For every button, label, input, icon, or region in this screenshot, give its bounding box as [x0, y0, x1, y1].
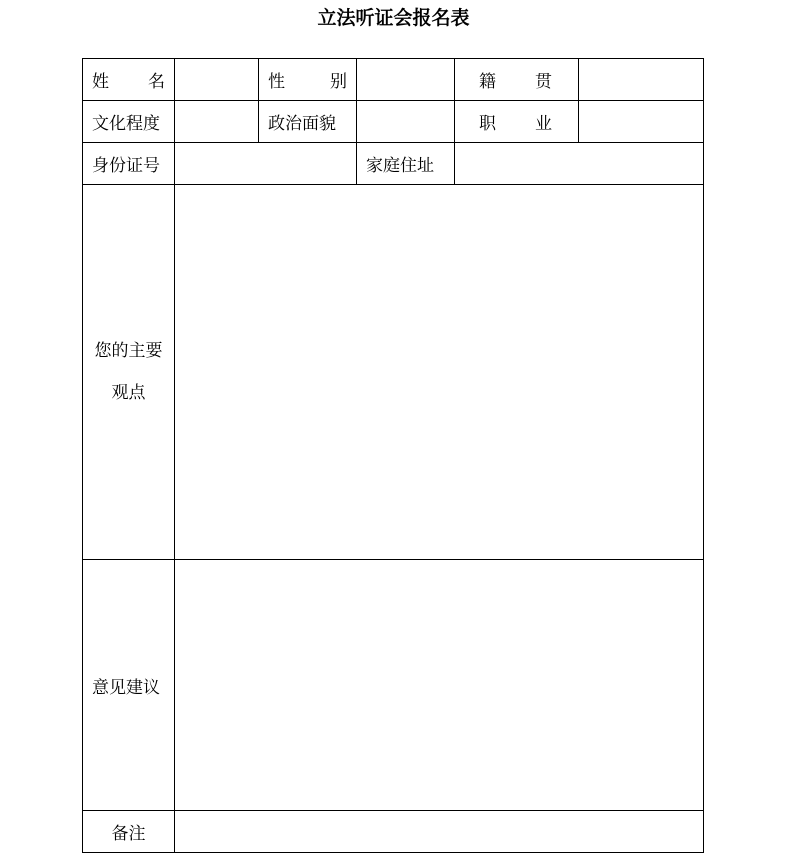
- origin-label: 籍 贯: [455, 59, 579, 101]
- name-label: 姓 名: [83, 59, 175, 101]
- home-address-field[interactable]: [455, 143, 704, 185]
- remarks-field[interactable]: [175, 811, 704, 853]
- remarks-label: 备注: [83, 811, 175, 853]
- table-row-main-opinion: [83, 185, 704, 560]
- occupation-label: 职 业: [455, 101, 579, 143]
- suggestions-field[interactable]: [175, 560, 704, 811]
- name-field[interactable]: [175, 59, 259, 101]
- origin-field[interactable]: [579, 59, 704, 101]
- education-field[interactable]: [175, 101, 259, 143]
- id-number-label: 身份证号: [83, 143, 175, 185]
- registration-form-table: [82, 58, 704, 853]
- form-title: 立法听证会报名表: [317, 7, 470, 29]
- political-status-field[interactable]: [357, 101, 455, 143]
- table-row-basic-1: [83, 59, 704, 101]
- main-opinion-field[interactable]: [175, 185, 704, 560]
- occupation-field[interactable]: [579, 101, 704, 143]
- political-status-label: 政治面貌: [259, 101, 357, 143]
- table-row-remarks: [83, 811, 704, 853]
- id-number-field[interactable]: [175, 143, 357, 185]
- home-address-label: 家庭住址: [357, 143, 455, 185]
- gender-field[interactable]: [357, 59, 455, 101]
- table-row-id-address: [83, 143, 704, 185]
- gender-label: 性 别: [259, 59, 357, 101]
- table-row-basic-2: [83, 101, 704, 143]
- table-row-suggestions: [83, 560, 704, 811]
- main-opinion-label: 您的主要 观点: [83, 185, 175, 560]
- suggestions-label: 意见建议: [83, 560, 175, 811]
- education-label: 文化程度: [83, 101, 175, 143]
